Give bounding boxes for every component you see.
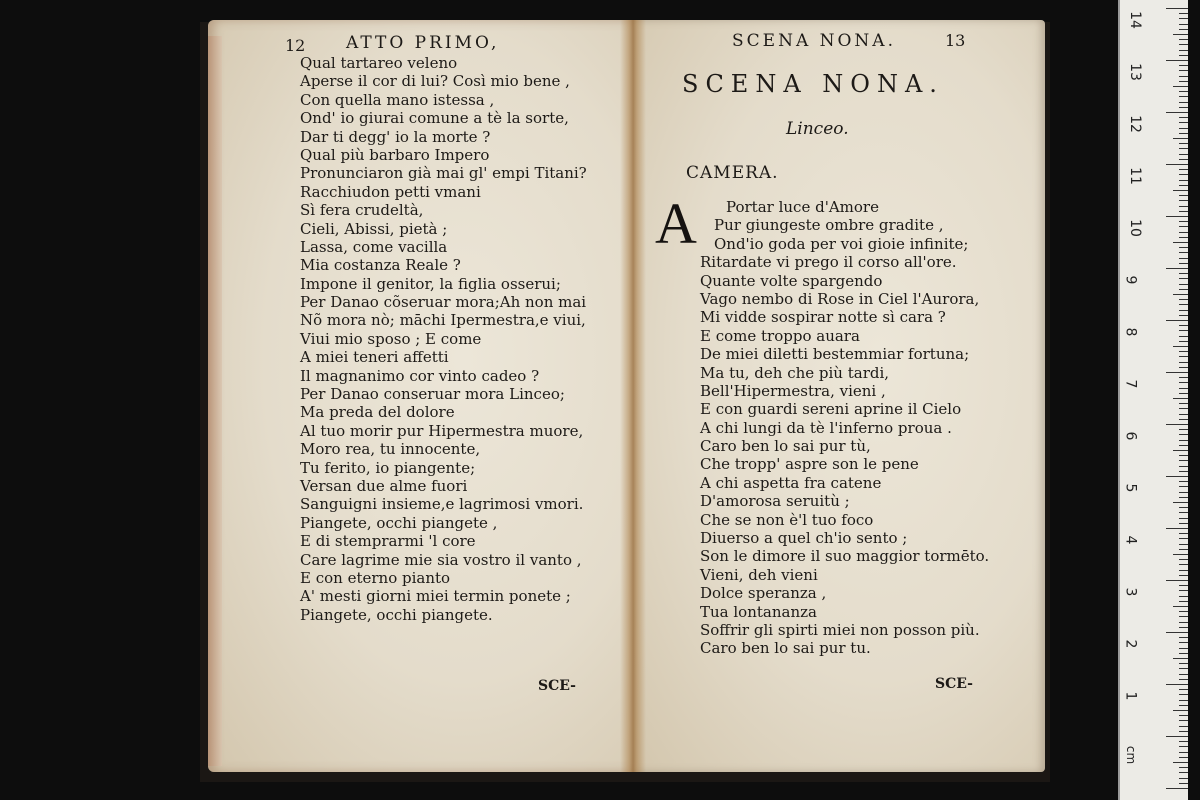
ruler-number: 8 <box>1122 327 1139 337</box>
ruler-tick <box>1179 180 1188 181</box>
ruler-tick <box>1179 523 1188 524</box>
ruler-tick <box>1179 299 1188 300</box>
left-verse-line: Sanguigni insieme,e lagrimosi vmori. <box>300 495 584 514</box>
ruler-number: 12 <box>1126 115 1143 133</box>
ruler-tick <box>1173 450 1188 451</box>
left-verse-line: A' mesti giorni miei termin ponete ; <box>300 587 571 606</box>
ruler-tick <box>1179 726 1188 727</box>
right-catchword: SCE- <box>935 676 973 692</box>
ruler-tick <box>1179 460 1188 461</box>
ruler-tick <box>1179 512 1188 513</box>
ruler-tick <box>1179 481 1188 482</box>
ruler-tick <box>1179 310 1188 311</box>
ruler-tick <box>1179 356 1188 357</box>
ruler-tick <box>1179 211 1188 212</box>
ruler-tick <box>1179 772 1188 773</box>
ruler-tick <box>1179 221 1188 222</box>
left-verse-line: Nõ mora nò; māchi Ipermestra,e viui, <box>300 311 586 330</box>
ruler-tick <box>1179 341 1188 342</box>
ruler-tick <box>1179 570 1188 571</box>
drop-cap: A <box>655 191 697 256</box>
ruler-tick <box>1179 237 1188 238</box>
ruler-tick <box>1173 138 1188 139</box>
left-verse-line: Versan due alme fuori <box>300 476 468 495</box>
ruler-tick <box>1173 762 1188 763</box>
ruler-number: 6 <box>1122 431 1139 441</box>
ruler-tick <box>1179 408 1188 409</box>
ruler-tick <box>1179 518 1188 519</box>
ruler-tick <box>1173 554 1188 555</box>
setting-label: CAMERA. <box>686 163 779 183</box>
ruler-tick <box>1179 492 1188 493</box>
ruler-tick <box>1179 622 1188 623</box>
ruler-tick <box>1179 148 1188 149</box>
ruler-tick <box>1179 414 1188 415</box>
right-verse-line: E con guardi sereni aprine il Cielo <box>700 400 962 419</box>
ruler-tick <box>1179 289 1188 290</box>
ruler-tick <box>1179 304 1188 305</box>
right-verse-line: Mi vidde sospirar notte sì cara ? <box>700 308 946 327</box>
right-verse-line: Che tropp' aspre son le pene <box>700 455 919 474</box>
ruler-tick <box>1179 403 1188 404</box>
ruler-tick <box>1179 50 1188 51</box>
ruler-tick <box>1179 497 1188 498</box>
ruler-number: 7 <box>1122 379 1139 389</box>
right-verse-line: Caro ben lo sai pur tu. <box>700 639 871 658</box>
ruler-tick <box>1179 637 1188 638</box>
ruler-number: 2 <box>1122 639 1139 649</box>
ruler-tick <box>1179 81 1188 82</box>
left-catchword: SCE- <box>538 678 576 694</box>
left-verse-line: Lassa, come vacilla <box>300 237 448 256</box>
ruler-tick <box>1173 398 1188 399</box>
ruler-tick <box>1166 528 1188 529</box>
left-verse-line: Pronunciaron già mai gl' empi Titani? <box>300 164 587 183</box>
ruler-tick <box>1179 70 1188 71</box>
ruler-tick <box>1179 330 1188 331</box>
ruler-tick <box>1179 767 1188 768</box>
right-verse-line: E come troppo auara <box>700 326 860 345</box>
ruler-tick <box>1179 466 1188 467</box>
ruler-tick <box>1179 757 1188 758</box>
ruler-tick <box>1179 336 1188 337</box>
left-verse-line: Il magnanimo cor vinto cadeo ? <box>300 366 540 385</box>
ruler-tick <box>1179 601 1188 602</box>
left-verse-line: Qual tartareo veleno <box>300 54 458 72</box>
ruler-tick <box>1179 367 1188 368</box>
ruler-tick <box>1179 362 1188 363</box>
ruler-tick <box>1179 377 1188 378</box>
ruler-tick <box>1166 216 1188 217</box>
left-verse-line: Piangete, occhi piangete , <box>300 513 498 532</box>
ruler-tick <box>1166 424 1188 425</box>
ruler-tick <box>1173 242 1188 243</box>
ruler-number: 9 <box>1122 275 1139 285</box>
left-page-edge <box>208 36 222 766</box>
ruler-tick <box>1179 663 1188 664</box>
right-verse-line: A chi aspetta fra catene <box>700 473 882 492</box>
ruler-tick <box>1173 502 1188 503</box>
ruler-tick <box>1179 419 1188 420</box>
ruler-tick <box>1173 86 1188 87</box>
ruler-tick <box>1173 710 1188 711</box>
left-page-number: 12 <box>285 36 306 55</box>
ruler-tick <box>1179 382 1188 383</box>
ruler-tick <box>1179 544 1188 545</box>
right-verse-line: Pur giungeste ombre gradite , <box>714 216 944 235</box>
ruler-tick <box>1179 154 1188 155</box>
ruler-tick <box>1179 648 1188 649</box>
ruler-tick <box>1179 533 1188 534</box>
ruler-tick <box>1179 65 1188 66</box>
ruler-tick <box>1166 788 1188 789</box>
right-verse-line: Dolce speranza , <box>700 584 827 603</box>
ruler-tick <box>1166 60 1188 61</box>
left-verse-line: Con quella mano istessa , <box>300 90 495 109</box>
ruler-tick <box>1179 226 1188 227</box>
right-verse-line: Caro ben lo sai pur tù, <box>700 437 871 456</box>
ruler-tick <box>1179 559 1188 560</box>
ruler-tick <box>1179 133 1188 134</box>
ruler-tick <box>1166 372 1188 373</box>
ruler-tick <box>1179 507 1188 508</box>
ruler-number: 1 <box>1122 691 1139 701</box>
left-verse-line: Qual più barbaro Impero <box>300 145 490 164</box>
ruler-tick <box>1179 13 1188 14</box>
ruler-tick <box>1179 247 1188 248</box>
ruler-tick <box>1179 91 1188 92</box>
ruler-tick <box>1179 174 1188 175</box>
left-verse-line: Ma preda del dolore <box>300 403 455 422</box>
ruler-tick <box>1179 752 1188 753</box>
right-verse-line: Ond'io goda per voi gioie infinite; <box>714 234 969 253</box>
left-verse-line: Mia costanza Reale ? <box>300 256 461 275</box>
ruler-tick <box>1179 169 1188 170</box>
left-verse-line: Per Danao cõseruar mora;Ah non mai <box>300 293 587 312</box>
ruler-tick <box>1179 96 1188 97</box>
ruler-tick <box>1166 320 1188 321</box>
ruler-tick <box>1179 715 1188 716</box>
right-verse-line: Son le dimore il suo maggior tormēto. <box>700 547 990 566</box>
right-verse-line: Soffrir gli spirti miei non posson più. <box>700 620 980 639</box>
left-verse-line: E di stemprarmi 'l core <box>300 532 476 551</box>
left-verse-line: Per Danao conseruar mora Linceo; <box>300 385 565 404</box>
left-verse-line: Ond' io giurai comune a tè la sorte, <box>300 109 569 128</box>
ruler-tick <box>1179 445 1188 446</box>
ruler-tick <box>1179 653 1188 654</box>
right-running-head: SCENA NONA. <box>732 31 896 51</box>
ruler-tick <box>1179 455 1188 456</box>
ruler-tick <box>1166 268 1188 269</box>
left-verse-line: Racchiudon petti vmani <box>300 182 481 201</box>
ruler-tick <box>1179 185 1188 186</box>
ruler-tick <box>1179 668 1188 669</box>
right-verse-line: Tua lontananza <box>700 602 817 621</box>
right-verse-line: A chi lungi da tè l'inferno proua . <box>700 418 952 437</box>
ruler-tick <box>1179 627 1188 628</box>
right-verse-line: Ritardate vi prego il corso all'ore. <box>700 253 957 272</box>
left-verse-line: Aperse il cor di lui? Così mio bene , <box>300 72 570 91</box>
ruler-number: 11 <box>1126 167 1143 185</box>
ruler-tick <box>1179 549 1188 550</box>
right-verse-line: Diuerso a quel ch'io sento ; <box>700 529 908 548</box>
ruler-tick <box>1179 393 1188 394</box>
ruler-tick <box>1179 122 1188 123</box>
ruler-tick <box>1179 206 1188 207</box>
right-verse-line: Che se non è'l tuo foco <box>700 510 874 529</box>
left-verse-line: Viui mio sposo ; E come <box>300 329 482 348</box>
ruler-tick <box>1179 731 1188 732</box>
ruler-tick <box>1179 76 1188 77</box>
ruler-tick <box>1179 746 1188 747</box>
ruler-tick <box>1166 684 1188 685</box>
ruler-tick <box>1173 34 1188 35</box>
ruler-tick <box>1179 440 1188 441</box>
ruler-tick <box>1179 315 1188 316</box>
left-verse-line: Impone il genitor, la figlia osserui; <box>300 274 561 293</box>
ruler-tick <box>1179 694 1188 695</box>
ruler-tick <box>1173 658 1188 659</box>
ruler-tick <box>1166 164 1188 165</box>
ruler-tick <box>1179 195 1188 196</box>
ruler-tick <box>1179 642 1188 643</box>
ruler-tick <box>1179 564 1188 565</box>
speaker-name: Linceo. <box>786 119 849 139</box>
ruler-tick <box>1179 117 1188 118</box>
ruler-tick <box>1166 580 1188 581</box>
ruler-tick <box>1166 736 1188 737</box>
right-verse-line: Portar luce d'Amore <box>726 198 879 216</box>
ruler-tick <box>1179 700 1188 701</box>
ruler-tick <box>1179 107 1188 108</box>
left-verse-line: Dar ti degg' io la morte ? <box>300 127 491 146</box>
ruler-tick <box>1179 689 1188 690</box>
ruler-tick <box>1173 606 1188 607</box>
ruler-tick <box>1166 112 1188 113</box>
ruler-tick <box>1179 143 1188 144</box>
left-verse-line: Care lagrime mie sia vostro il vanto , <box>300 550 582 569</box>
left-verse-line: Piangete, occhi piangete. <box>300 605 493 624</box>
book-gutter <box>620 20 646 772</box>
ruler-tick <box>1179 232 1188 233</box>
ruler-tick <box>1179 102 1188 103</box>
ruler-tick <box>1179 538 1188 539</box>
ruler-number: 5 <box>1122 483 1139 493</box>
right-verse-line: Bell'Hipermestra, vieni , <box>700 381 886 400</box>
left-verse-line: Sì fera crudeltà, <box>300 201 424 220</box>
ruler-tick <box>1179 486 1188 487</box>
ruler-tick <box>1179 351 1188 352</box>
ruler-tick <box>1179 39 1188 40</box>
right-verse-line: Ma tu, deh che più tardi, <box>700 363 890 382</box>
ruler-number: 3 <box>1122 587 1139 597</box>
right-page-number: 13 <box>945 31 966 50</box>
ruler-tick <box>1179 616 1188 617</box>
ruler-tick <box>1179 252 1188 253</box>
ruler-tick <box>1179 674 1188 675</box>
ruler-tick <box>1179 18 1188 19</box>
ruler-tick <box>1173 294 1188 295</box>
ruler-tick <box>1179 278 1188 279</box>
ruler-number: 14 <box>1126 11 1143 29</box>
ruler-tick <box>1179 44 1188 45</box>
ruler-tick <box>1166 476 1188 477</box>
ruler-tick <box>1166 632 1188 633</box>
right-verse-line: Vieni, deh vieni <box>700 565 818 584</box>
ruler-tick <box>1179 705 1188 706</box>
left-verse-line: Tu ferito, io piangente; <box>300 458 476 477</box>
ruler-tick <box>1179 429 1188 430</box>
right-verse-line: Quante volte spargendo <box>700 271 883 290</box>
ruler-tick <box>1179 159 1188 160</box>
left-verse-line: Al tuo morir pur Hipermestra muore, <box>300 421 584 440</box>
ruler-tick <box>1179 258 1188 259</box>
ruler-tick <box>1179 590 1188 591</box>
right-text-block <box>700 198 989 658</box>
ruler-tick <box>1179 783 1188 784</box>
ruler-tick <box>1179 273 1188 274</box>
ruler-tick <box>1179 263 1188 264</box>
ruler-tick <box>1173 346 1188 347</box>
ruler-tick <box>1179 611 1188 612</box>
ruler-tick <box>1179 200 1188 201</box>
ruler-tick <box>1179 284 1188 285</box>
right-verse-line: D'amorosa seruitù ; <box>700 492 850 511</box>
ruler-tick <box>1179 434 1188 435</box>
ruler-tick <box>1166 8 1188 9</box>
left-text-block <box>300 54 587 624</box>
ruler-tick <box>1179 471 1188 472</box>
ruler-tick <box>1179 55 1188 56</box>
ruler-tick <box>1173 190 1188 191</box>
ruler-tick <box>1179 388 1188 389</box>
ruler-tick <box>1179 575 1188 576</box>
ruler-number: 13 <box>1126 63 1143 81</box>
ruler-tick <box>1179 778 1188 779</box>
ruler-tick <box>1179 585 1188 586</box>
ruler-tick <box>1179 29 1188 30</box>
ruler-tick <box>1179 24 1188 25</box>
right-verse-line: Vago nembo di Rose in Ciel l'Aurora, <box>700 289 980 308</box>
left-running-head: ATTO PRIMO, <box>346 33 500 53</box>
ruler-tick <box>1179 720 1188 721</box>
ruler-number: 10 <box>1126 219 1143 237</box>
right-verse-line: De miei diletti bestemmiar fortuna; <box>700 345 970 364</box>
ruler-tick <box>1179 741 1188 742</box>
ruler-number: 4 <box>1122 535 1139 545</box>
left-verse-line: Moro rea, tu innocente, <box>300 440 481 459</box>
ruler-tick <box>1179 679 1188 680</box>
scene-title: SCENA NONA. <box>682 70 944 98</box>
ruler-unit-label: cm <box>1124 745 1139 765</box>
ruler-tick <box>1179 128 1188 129</box>
ruler-tick <box>1179 325 1188 326</box>
left-verse-line: Cieli, Abissi, pietà ; <box>300 219 448 238</box>
measuring-ruler <box>1118 0 1188 800</box>
left-verse-line: E con eterno pianto <box>300 568 451 587</box>
ruler-tick <box>1179 596 1188 597</box>
left-verse-line: A miei teneri affetti <box>300 348 449 367</box>
